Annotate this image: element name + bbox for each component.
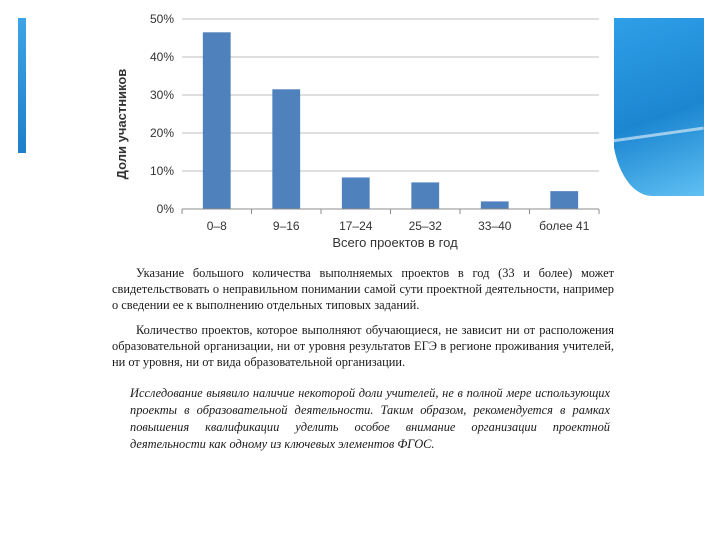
x-tick-label: 17–24	[339, 219, 373, 233]
paragraph-project-count: Указание большого количества выполняемых проектов в год (33 и более) может свидетельствовать о неправильном понимании самой сути проектной деятельности, например о сведении ее к выполнению отдельных типовых заданий.	[112, 266, 614, 312]
bar	[342, 177, 370, 209]
bar	[203, 32, 231, 209]
y-tick-label: 20%	[149, 126, 174, 140]
y-tick-label: 0%	[156, 202, 174, 216]
bar	[272, 89, 300, 209]
x-axis-title: Всего проектов в год	[332, 235, 458, 250]
y-axis-title: Доли участников	[114, 68, 129, 180]
bar	[550, 191, 578, 209]
paragraph-independence: Количество проектов, которое выполняют обучающиеся, не зависит ни от расположения образовательной организации, ни от уровня результатов ЕГЭ в регионе проживания учителей, ни от уровня, ни от вида образовательной организации.	[112, 323, 614, 369]
conclusion-paragraph: Исследование выявило наличие некоторой доли учителей, не в полной мере использующих проекты в образовательной деятельности. Таким образом, рекомендуется в рамках повышения квалификации уделить особое внимание организации проектной деятельности как одному из ключевых элементов ФГОС.	[130, 386, 610, 451]
bar-chart	[112, 6, 614, 258]
y-tick-label: 50%	[149, 12, 174, 26]
y-tick-label: 40%	[149, 50, 174, 64]
bar	[411, 182, 439, 209]
slide-accent-left	[18, 18, 26, 153]
bar	[481, 201, 509, 209]
x-tick-label: 9–16	[272, 219, 300, 233]
x-tick-label: 33–40	[478, 219, 512, 233]
document-page	[112, 6, 614, 476]
slide-accent-right	[612, 18, 704, 196]
y-tick-label: 10%	[149, 164, 174, 178]
y-tick-label: 30%	[149, 88, 174, 102]
x-tick-label: 0–8	[206, 219, 227, 233]
x-tick-label: 25–32	[408, 219, 442, 233]
x-tick-label: более 41	[539, 219, 590, 233]
